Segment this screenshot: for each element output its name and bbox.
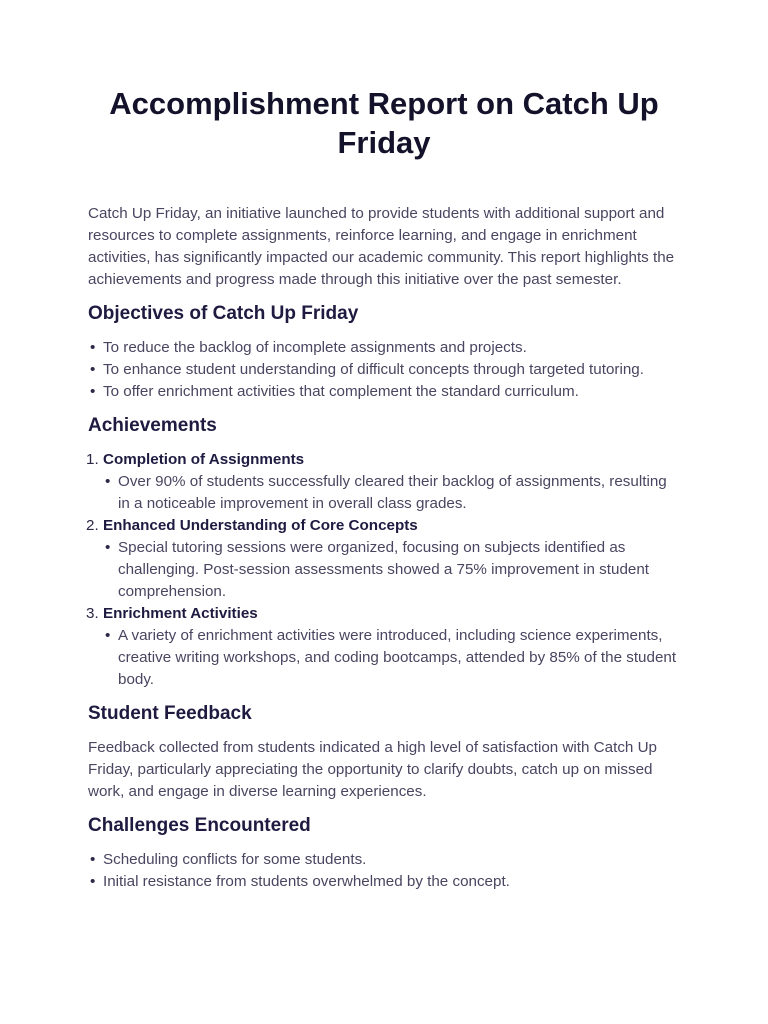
- list-item: • Initial resistance from students overwhelmed by the concept.: [88, 871, 680, 893]
- objectives-heading: Objectives of Catch Up Friday: [88, 303, 359, 324]
- intro-paragraph: Catch Up Friday, an initiative launched to provide students with additional support and resources to complete assignments, reinforce learning, and engage in enrichment activities, has significantly impacted our academic community. This report highlights the achievements and progress made through this initiative over the past semester.: [88, 205, 675, 288]
- challenges-list: [88, 849, 680, 893]
- achievements-list: [88, 449, 680, 691]
- feedback-paragraph: Feedback collected from students indicated a high level of satisfaction with Catch Up Friday, particularly appreciating the opportunity to clarify doubts, catch up on missed work, and engage in diverse learning experiences.: [88, 739, 657, 800]
- list-item: • A variety of enrichment activities were introduced, including science experiments, creative writing workshops, and coding bootcamps, attended by 85% of the student body.: [103, 625, 680, 691]
- list-item: • Special tutoring sessions were organized, focusing on subjects identified as challenging. Post-session assessments showed a 75% improvement in student comprehension.: [103, 537, 680, 603]
- item-number: 3.: [86, 605, 99, 622]
- page-title: Accomplishment Report on Catch Up Friday: [109, 86, 659, 160]
- objectives-list: [88, 337, 680, 403]
- item-number: 1.: [86, 451, 99, 468]
- achievements-heading: Achievements: [88, 415, 217, 436]
- achievement-item: [88, 449, 680, 515]
- achievement-details: [103, 537, 680, 603]
- achievement-details: [103, 625, 680, 691]
- challenges-heading: Challenges Encountered: [88, 815, 311, 836]
- list-item: • To enhance student understanding of difficult concepts through targeted tutoring.: [88, 359, 680, 381]
- achievement-item: [88, 515, 680, 603]
- item-number: 2.: [86, 517, 99, 534]
- achievement-title: Enhanced Understanding of Core Concepts: [103, 517, 418, 534]
- list-item: • To offer enrichment activities that complement the standard curriculum.: [88, 381, 680, 403]
- list-item: • Over 90% of students successfully cleared their backlog of assignments, resulting in a noticeable improvement in overall class grades.: [103, 471, 680, 515]
- achievement-item: [88, 603, 680, 691]
- achievement-details: [103, 471, 680, 515]
- list-item: • To reduce the backlog of incomplete assignments and projects.: [88, 337, 680, 359]
- achievement-title: Completion of Assignments: [103, 451, 305, 468]
- achievement-title: Enrichment Activities: [103, 605, 258, 622]
- title-block: [88, 84, 680, 162]
- feedback-heading: Student Feedback: [88, 703, 252, 724]
- list-item: • Scheduling conflicts for some students.: [88, 849, 680, 871]
